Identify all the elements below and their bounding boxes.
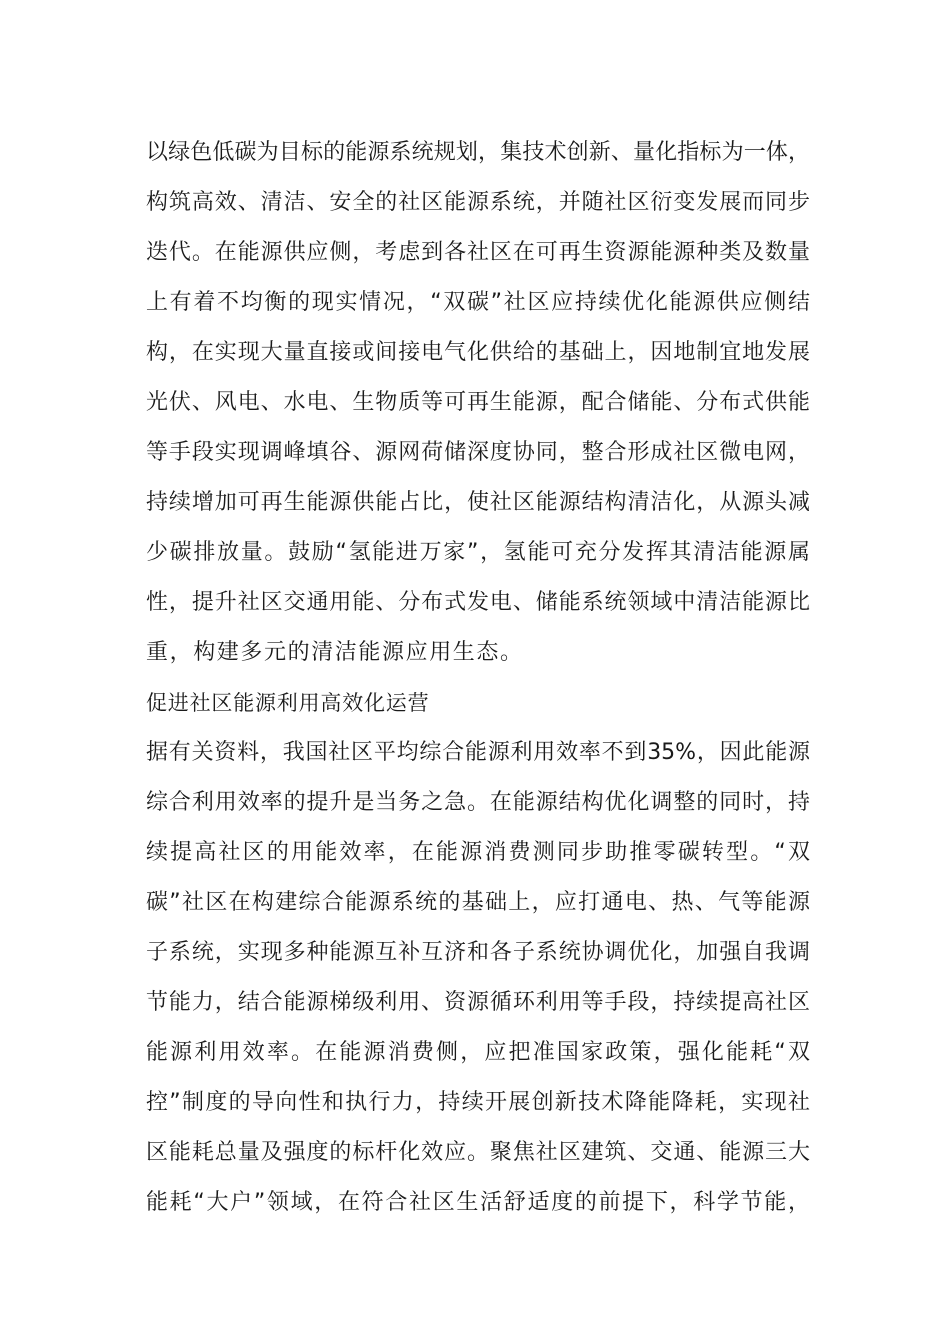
document-body: [146, 128, 810, 1228]
paragraph-line: 少碳排放量。鼓励“氢能进万家”，氢能可充分发挥其清洁能源属: [146, 540, 810, 565]
paragraph-line: 上有着不均衡的现实情况，“双碳”社区应持续优化能源供应侧结: [146, 290, 810, 315]
paragraph-line: 性，提升社区交通用能、分布式发电、储能系统领域中清洁能源比: [146, 590, 810, 615]
paragraph-line: 等手段实现调峰填谷、源网荷储深度协同，整合形成社区微电网，: [146, 440, 810, 465]
paragraph-line: 构，在实现大量直接或间接电气化供给的基础上，因地制宜地发展: [146, 340, 810, 365]
paragraph-line: 控”制度的导向性和执行力，持续开展创新技术降能降耗，实现社: [146, 1090, 810, 1115]
paragraph-line-last: 重，构建多元的清洁能源应用生态。: [146, 640, 524, 665]
paragraph-line: 构筑高效、清洁、安全的社区能源系统，并随社区衍变发展而同步: [146, 190, 810, 215]
paragraph-line: 以绿色低碳为目标的能源系统规划，集技术创新、量化指标为一体，: [146, 140, 810, 165]
paragraph-line: 能源利用效率。在能源消费侧，应把准国家政策，强化能耗“双: [146, 1040, 810, 1065]
paragraph-line: 续提高社区的用能效率，在能源消费测同步助推零碳转型。“双: [146, 840, 810, 865]
paragraph-line: 持续增加可再生能源供能占比，使社区能源结构清洁化，从源头减: [146, 490, 810, 515]
paragraph-line: 据有关资料，我国社区平均综合能源利用效率不到35%，因此能源: [146, 740, 810, 765]
paragraph-line: 能耗“大户”领域，在符合社区生活舒适度的前提下，科学节能，: [146, 1190, 810, 1215]
paragraph-line: 碳”社区在构建综合能源系统的基础上，应打通电、热、气等能源: [146, 890, 810, 915]
paragraph-line: 子系统，实现多种能源互补互济和各子系统协调优化，加强自我调: [146, 940, 810, 965]
paragraph-line: 节能力，结合能源梯级利用、资源循环利用等手段，持续提高社区: [146, 990, 810, 1015]
paragraph-line: 迭代。在能源供应侧，考虑到各社区在可再生资源能源种类及数量: [146, 240, 810, 265]
paragraph-line: 综合利用效率的提升是当务之急。在能源结构优化调整的同时，持: [146, 790, 810, 815]
paragraph-line: 区能耗总量及强度的标杆化效应。聚焦社区建筑、交通、能源三大: [146, 1140, 810, 1165]
paragraph-line: 光伏、风电、水电、生物质等可再生能源，配合储能、分布式供能: [146, 390, 810, 415]
section-heading: 促进社区能源利用高效化运营: [146, 691, 430, 715]
